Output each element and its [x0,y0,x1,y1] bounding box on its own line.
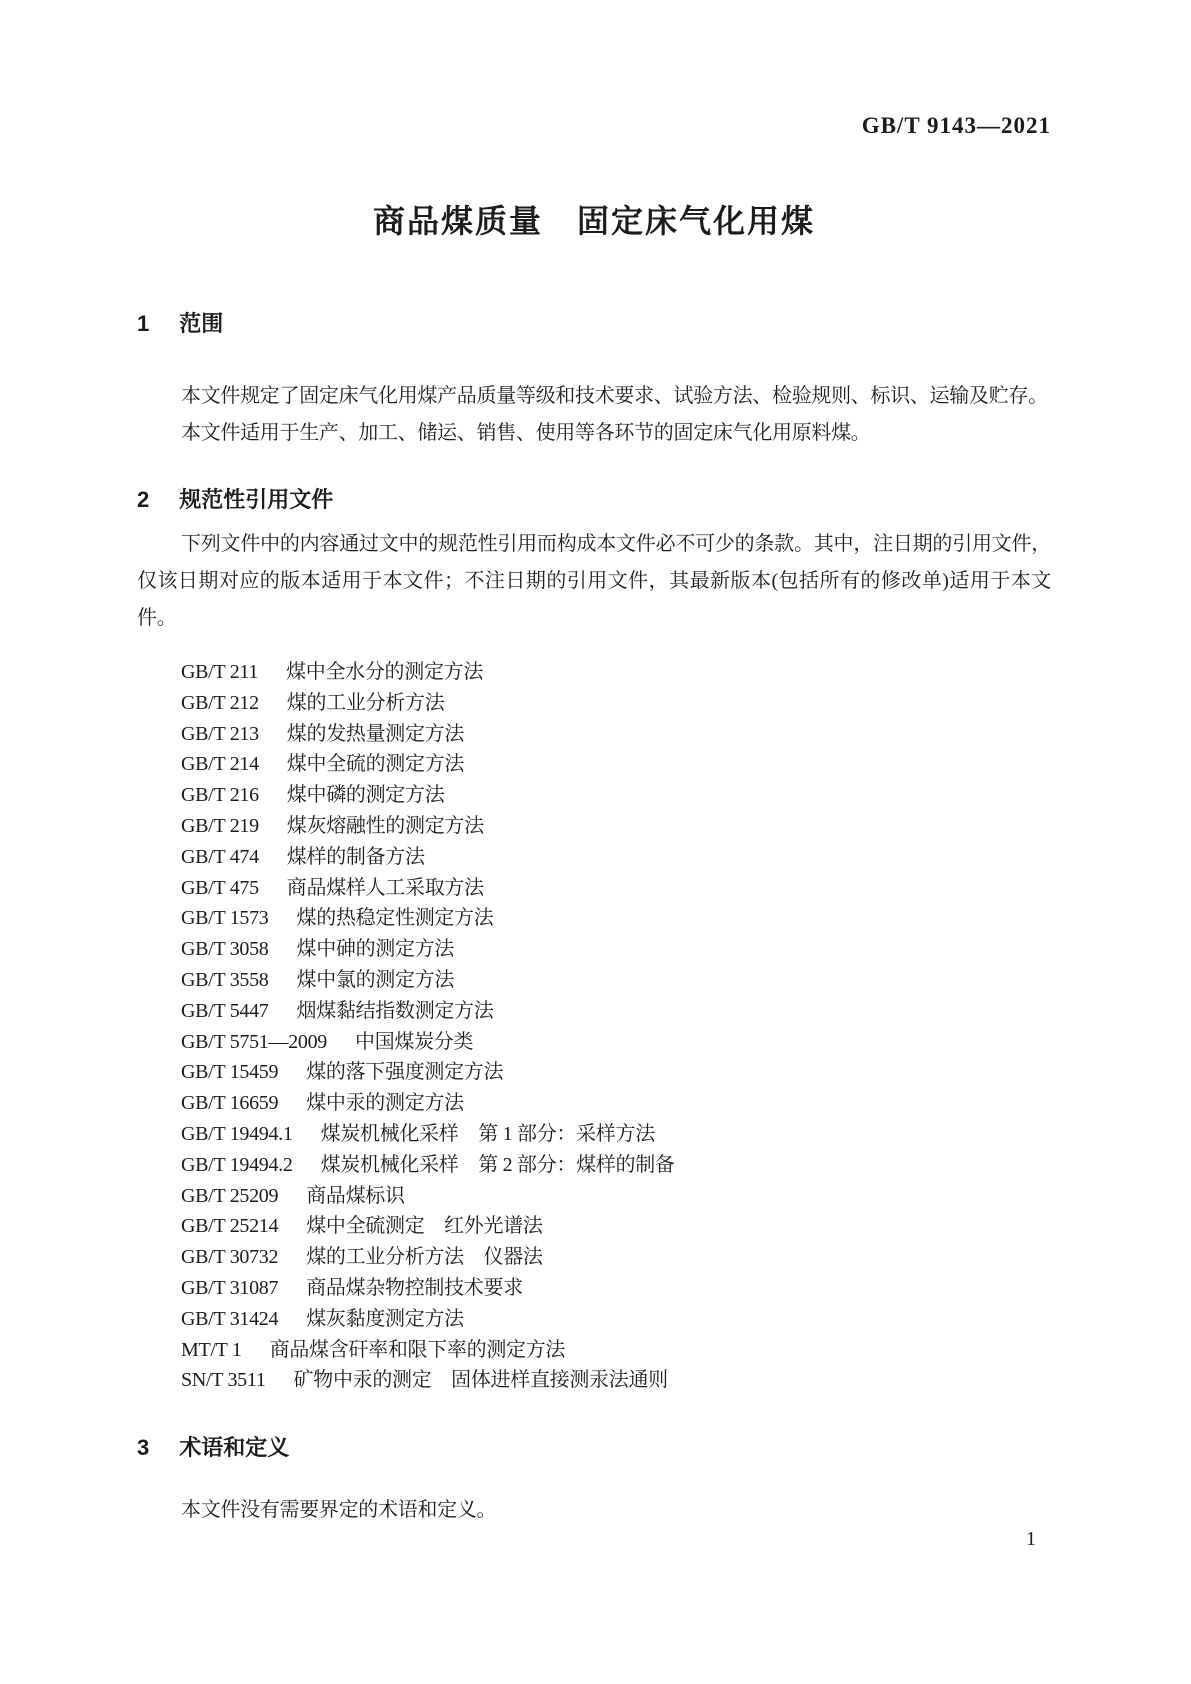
terms-paragraph: 本文件没有需要界定的术语和定义。 [181,1499,497,1522]
reference-item [181,1304,1051,1335]
reference-title: 煤的发热量测定方法 [286,722,465,745]
reference-code: GB/T 216 [181,784,259,807]
reference-code: GB/T 25209 [181,1184,279,1207]
reference-title: 煤的工业分析方法 仪器法 [306,1246,543,1269]
reference-item [181,903,1051,934]
reference-item [181,873,1051,904]
reference-title: 煤的工业分析方法 [286,691,445,714]
reference-code: GB/T 5751—2009 [181,1030,327,1053]
reference-code: GB/T 475 [181,876,259,899]
reference-item [181,1027,1051,1058]
section-number: 1 [137,311,150,336]
section-heading-text: 规范性引用文件 [179,487,334,512]
reference-item [181,996,1051,1027]
reference-title: 商品煤杂物控制技术要求 [306,1276,523,1299]
reference-item [181,780,1051,811]
reference-title: 煤炭机械化采样 第 1 部分：采样方法 [320,1122,655,1145]
reference-code: GB/T 211 [181,661,259,683]
reference-item [181,1211,1051,1242]
reference-code: GB/T 15459 [181,1061,279,1084]
reference-title: 煤中氯的测定方法 [296,968,455,991]
reference-title: 煤中磷的测定方法 [286,784,445,807]
reference-code: GB/T 5447 [181,999,269,1022]
reference-title: 煤灰熔融性的测定方法 [286,814,484,837]
reference-code: GB/T 3558 [181,968,269,991]
refs-intro-paragraph: 下列文件中的内容通过文中的规范性引用而构成本文件必不可少的条款。其中，注日期的引用文件，仅该日期对应的版本适用于本文件；不注日期的引用文件，其最新版本(包括所有的修改单)适用于本文件。 [137,533,1051,629]
reference-title: 煤中全硫的测定方法 [286,753,465,776]
scope-paragraph: 本文件适用于生产、加工、储运、销售、使用等各环节的固定床气化用原料煤。 [181,422,871,444]
section-number: 3 [137,1435,150,1461]
reference-item [181,749,1051,780]
reference-code: GB/T 214 [181,753,259,776]
reference-code: GB/T 19494.2 [181,1153,293,1176]
reference-item [181,688,1051,719]
reference-item [181,965,1051,996]
page-number: 1 [1026,1528,1036,1550]
refs-intro [137,526,1051,637]
reference-code: GB/T 30732 [181,1246,279,1269]
reference-item [181,657,1051,688]
reference-code: GB/T 16659 [181,1092,279,1115]
reference-item [181,811,1051,842]
scope-paragraphs [137,378,1051,452]
reference-item [181,1335,1051,1366]
reference-code: GB/T 31087 [181,1276,279,1299]
reference-title: 中国煤炭分类 [355,1030,474,1053]
reference-item [181,842,1051,873]
reference-code: SN/T 3511 [181,1369,266,1392]
reference-code: GB/T 212 [181,691,259,714]
reference-title: 煤灰黏度测定方法 [306,1307,464,1330]
reference-code: MT/T 1 [181,1338,242,1361]
reference-code: GB/T 219 [181,814,259,837]
section-heading-text: 范围 [179,311,224,336]
section-normative-references [137,486,1051,1396]
reference-title: 商品煤标识 [306,1184,405,1207]
references-list [137,657,1051,1396]
reference-title: 煤中全水分的测定方法 [286,661,484,683]
reference-item [181,1119,1051,1150]
document-title: 商品煤质量 固定床气化用煤 [372,203,815,239]
section-heading-text: 术语和定义 [179,1435,290,1461]
reference-title: 煤中砷的测定方法 [296,938,455,961]
reference-title: 商品煤含矸率和限下率的测定方法 [269,1338,566,1361]
section-refs-heading [137,486,1051,514]
reference-code: GB/T 1573 [181,907,269,930]
terms-paragraphs [137,1492,1051,1529]
reference-title: 煤中汞的测定方法 [306,1092,464,1115]
scope-paragraph: 本文件规定了固定床气化用煤产品质量等级和技术要求、试验方法、检验规则、标识、运输及贮存。 [181,385,1048,407]
section-terms-heading [137,1434,1051,1462]
reference-title: 商品煤样人工采取方法 [286,876,484,899]
reference-title: 煤炭机械化采样 第 2 部分：煤样的制备 [320,1153,675,1176]
reference-code: GB/T 31424 [181,1307,279,1330]
section-terms-and-definitions [137,1434,1051,1529]
section-number: 2 [137,487,150,512]
reference-code: GB/T 213 [181,722,259,745]
reference-item [181,1150,1051,1181]
reference-item [181,1365,1051,1396]
section-scope-heading [137,310,1051,338]
section-scope [137,310,1051,452]
reference-item [181,1242,1051,1273]
reference-code: GB/T 3058 [181,938,269,961]
reference-title: 煤样的制备方法 [286,845,425,868]
reference-item [181,1181,1051,1212]
reference-code: GB/T 19494.1 [181,1122,293,1145]
reference-item [181,719,1051,750]
reference-item [181,1057,1051,1088]
reference-code: GB/T 25214 [181,1215,279,1238]
document-code: GB/T 9143—2021 [861,113,1051,138]
reference-item [181,934,1051,965]
reference-title: 煤的落下强度测定方法 [306,1061,504,1084]
reference-title: 烟煤黏结指数测定方法 [296,999,494,1022]
reference-title: 煤中全硫测定 红外光谱法 [306,1215,543,1238]
reference-item [181,1273,1051,1304]
reference-code: GB/T 474 [181,845,259,868]
reference-item [181,1088,1051,1119]
reference-title: 矿物中汞的测定 固体进样直接测汞法通则 [293,1369,668,1392]
reference-title: 煤的热稳定性测定方法 [296,907,494,930]
